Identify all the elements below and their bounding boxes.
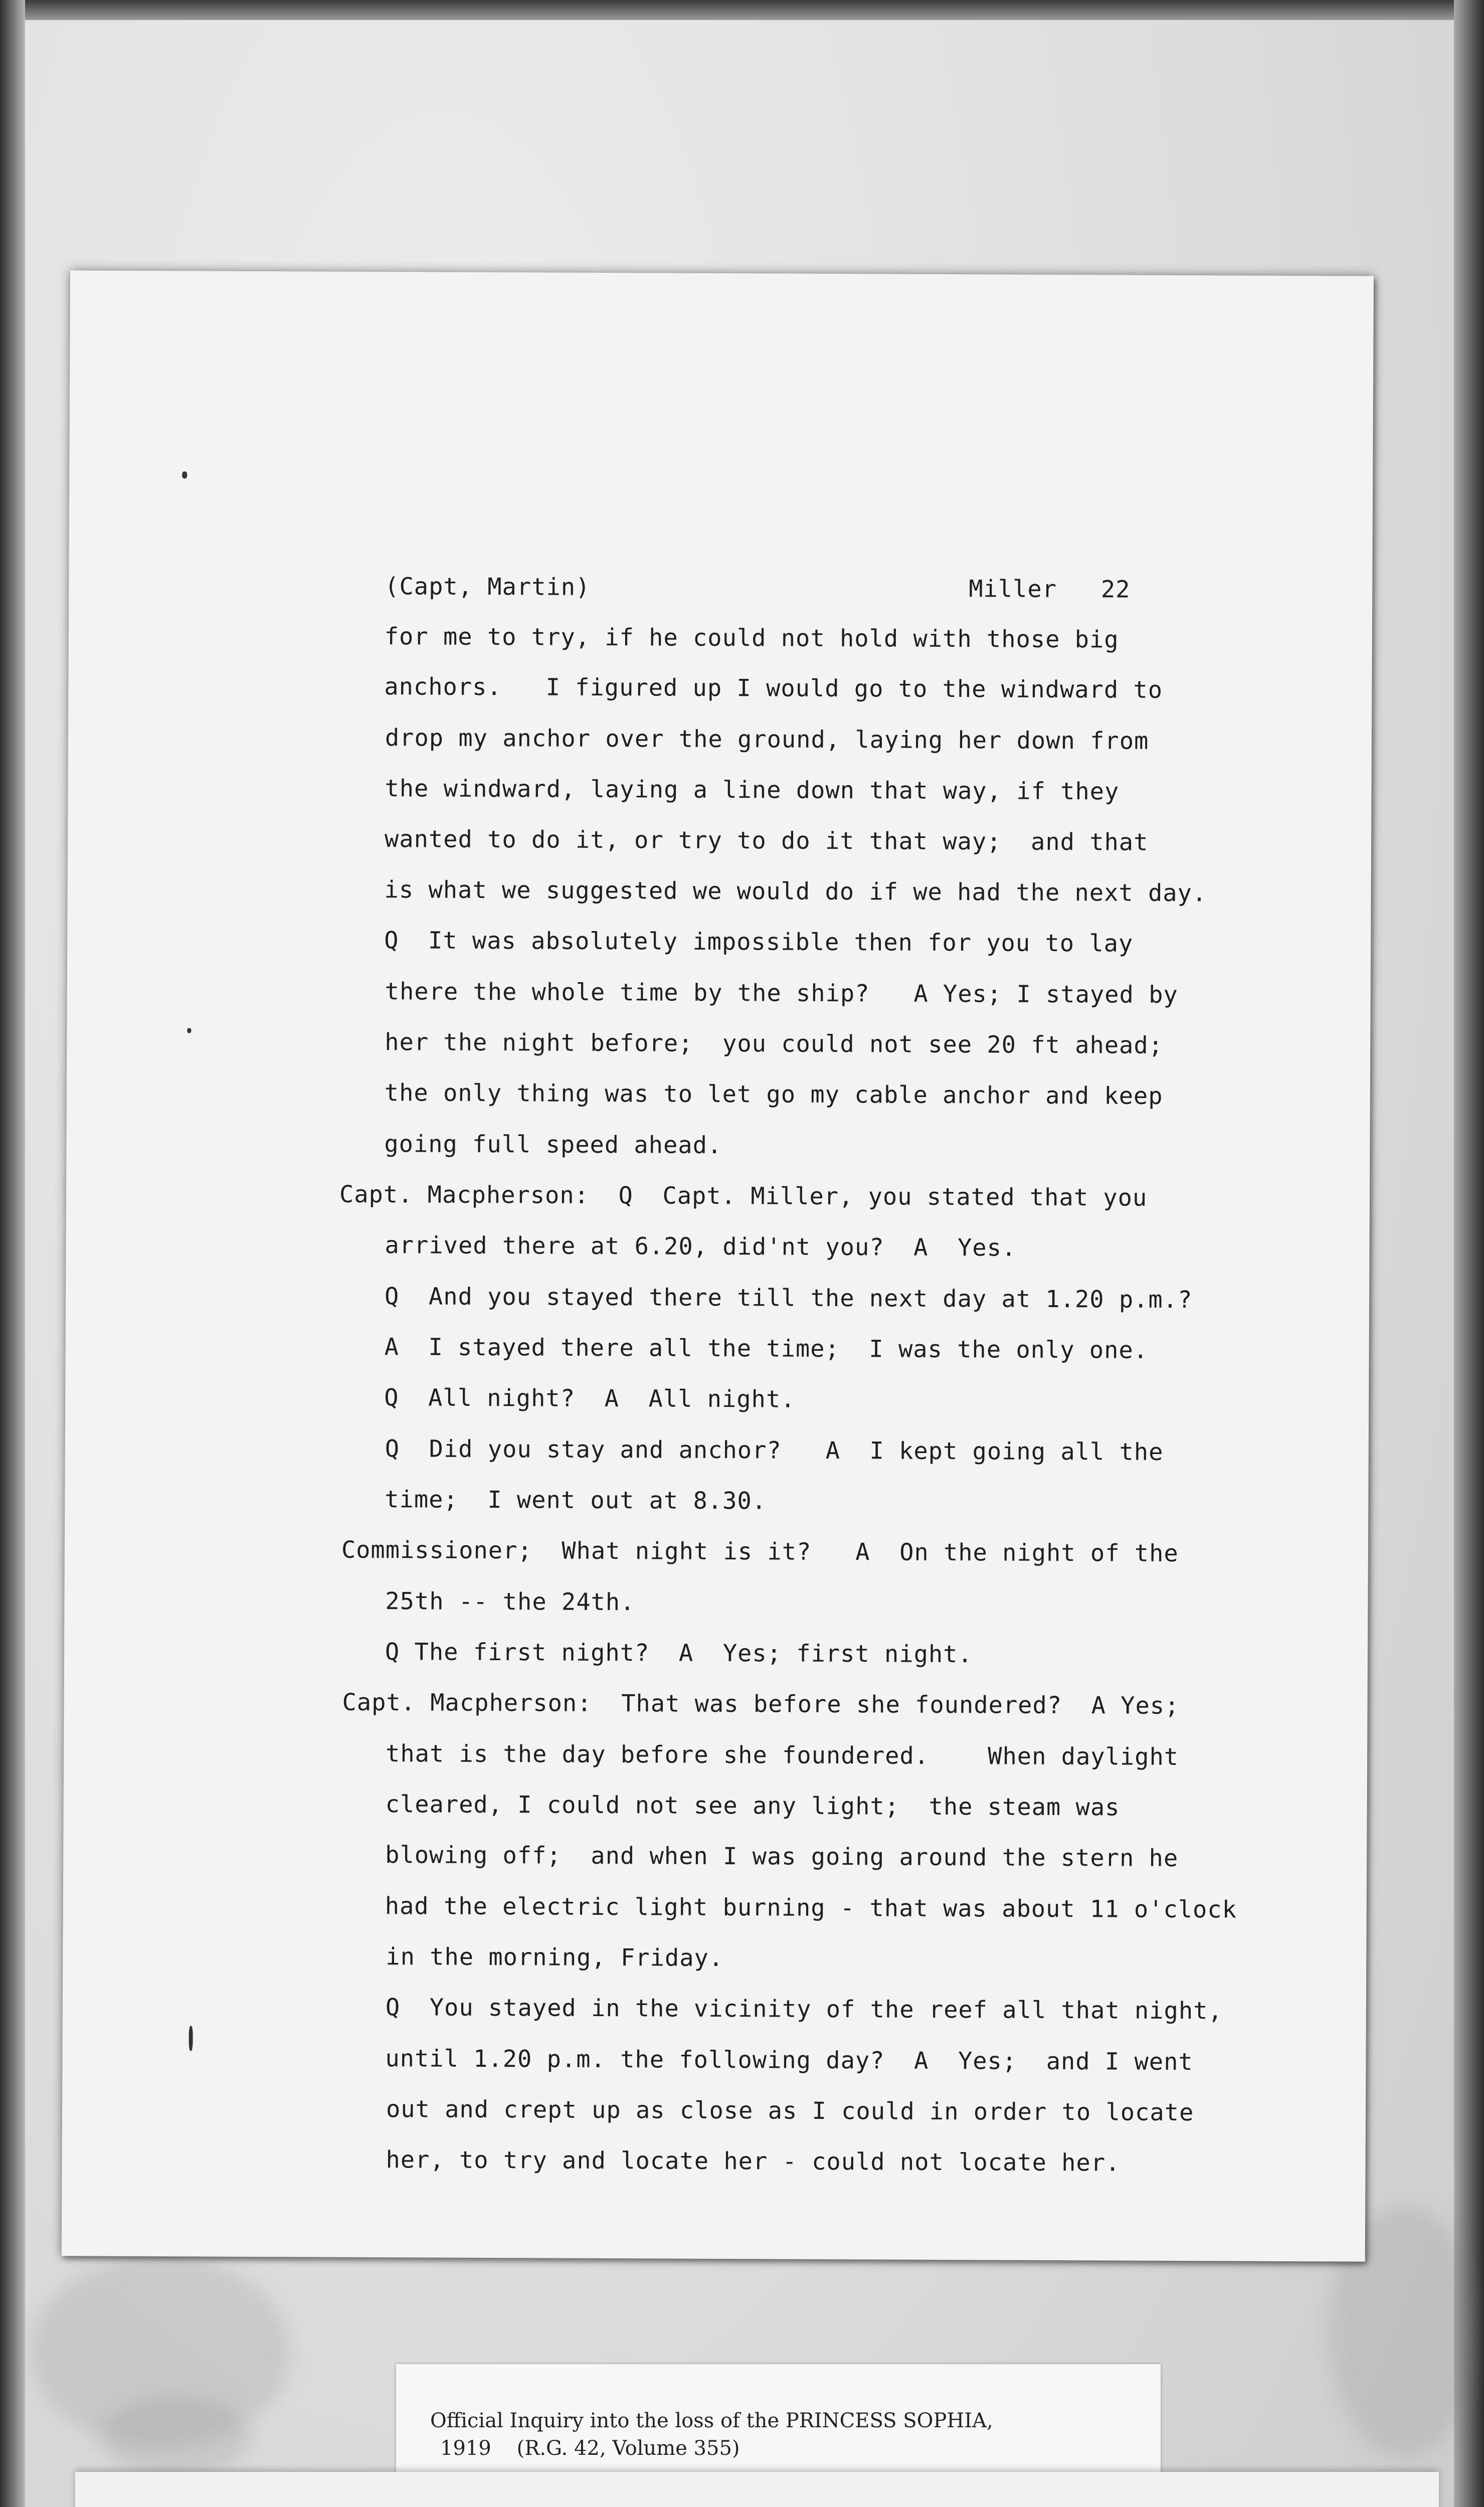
transcript-line: in the morning, Friday. [386, 1943, 724, 1973]
transcript-line: arrived there at 6.20, did'nt you? A Yes. [385, 1231, 1017, 1262]
transcript-line: there the whole time by the ship? A Yes; I stayed by [385, 978, 1178, 1009]
transcript-line: time; I went out at 8.30. [385, 1486, 767, 1515]
archive-stamp-panel [75, 2472, 1439, 2507]
transcript-line: blowing off; and when I was going around the stern he [385, 1841, 1179, 1873]
transcript-line: wanted to do it, or try to do it that way; and that [384, 825, 1149, 856]
transcript-line: Commissioner; What night is it? A On the night of the [341, 1536, 1179, 1567]
transcript-line: is what we suggested we would do if we had the next day. [384, 876, 1207, 908]
transcript-line: A I stayed there all the time; I was the only one. [384, 1333, 1149, 1364]
archive-caption-label [396, 2364, 1161, 2472]
transcript-line: the windward, laying a line down that way, if they [385, 775, 1120, 806]
transcript-line: Q And you stayed there till the next day at 1.20 p.m.? [384, 1283, 1193, 1314]
typed-transcript-page [62, 270, 1374, 2261]
transcript-line: anchors. I figured up I would go to the windward to [384, 673, 1163, 704]
ink-speck [182, 471, 187, 478]
transcript-line: Capt. Macpherson: Q Capt. Miller, you stated that you [339, 1180, 1148, 1212]
transcript-line: Q You stayed in the vicinity of the reef all that night, [385, 1994, 1223, 2025]
transcript-line: until 1.20 p.m. the following day? A Yes; and I went [385, 2045, 1193, 2076]
transcript-line: had the electric light burning - that was about 11 o'clock [385, 1892, 1237, 1924]
transcript-line: Q Did you stay and anchor? A I kept going all the [385, 1435, 1164, 1466]
transcript-line: 25th -- the 24th. [385, 1587, 635, 1617]
transcript-line: her the night before; you could not see 20 ft ahead; [385, 1028, 1164, 1059]
transcript-line: for me to try, if he could not hold with those big [384, 623, 1119, 654]
page-header-right: Miller 22 [969, 575, 1131, 604]
ink-speck [189, 2026, 193, 2051]
transcript-line: cleared, I could not see any light; the steam was [385, 1790, 1120, 1822]
transcript-line: Q It was absolutely impossible then for you to lay [384, 927, 1134, 958]
ink-speck [187, 1028, 191, 1033]
transcript-line: drop my anchor over the ground, laying her down from [385, 724, 1149, 755]
transcript-line: the only thing was to let go my cable anchor and keep [384, 1079, 1163, 1110]
caption-reference: 1919 (R.G. 42, Volume 355) [440, 2437, 740, 2460]
transcript-line: that is the day before she foundered. When daylight [385, 1740, 1179, 1771]
transcript-line: her, to try and locate her - could not locate her. [386, 2146, 1121, 2177]
board-left-edge [0, 0, 25, 2507]
caption-title: Official Inquiry into the loss of the PRINCESS SOPHIA, [430, 2409, 993, 2432]
board-right-edge [1454, 0, 1484, 2507]
board-smudge [100, 2397, 251, 2477]
transcript-line: Capt. Macpherson: That was before she foundered? A Yes; [342, 1688, 1180, 1720]
transcript-line: Q The first night? A Yes; first night. [385, 1638, 973, 1669]
transcript-line: out and crept up as close as I could in order to locate [386, 2095, 1194, 2127]
transcript-line: Q All night? A All night. [384, 1384, 796, 1413]
board-top-edge [0, 0, 1484, 20]
page-header-left: (Capt, Martin) [385, 573, 591, 601]
transcript-line: going full speed ahead. [384, 1130, 722, 1160]
